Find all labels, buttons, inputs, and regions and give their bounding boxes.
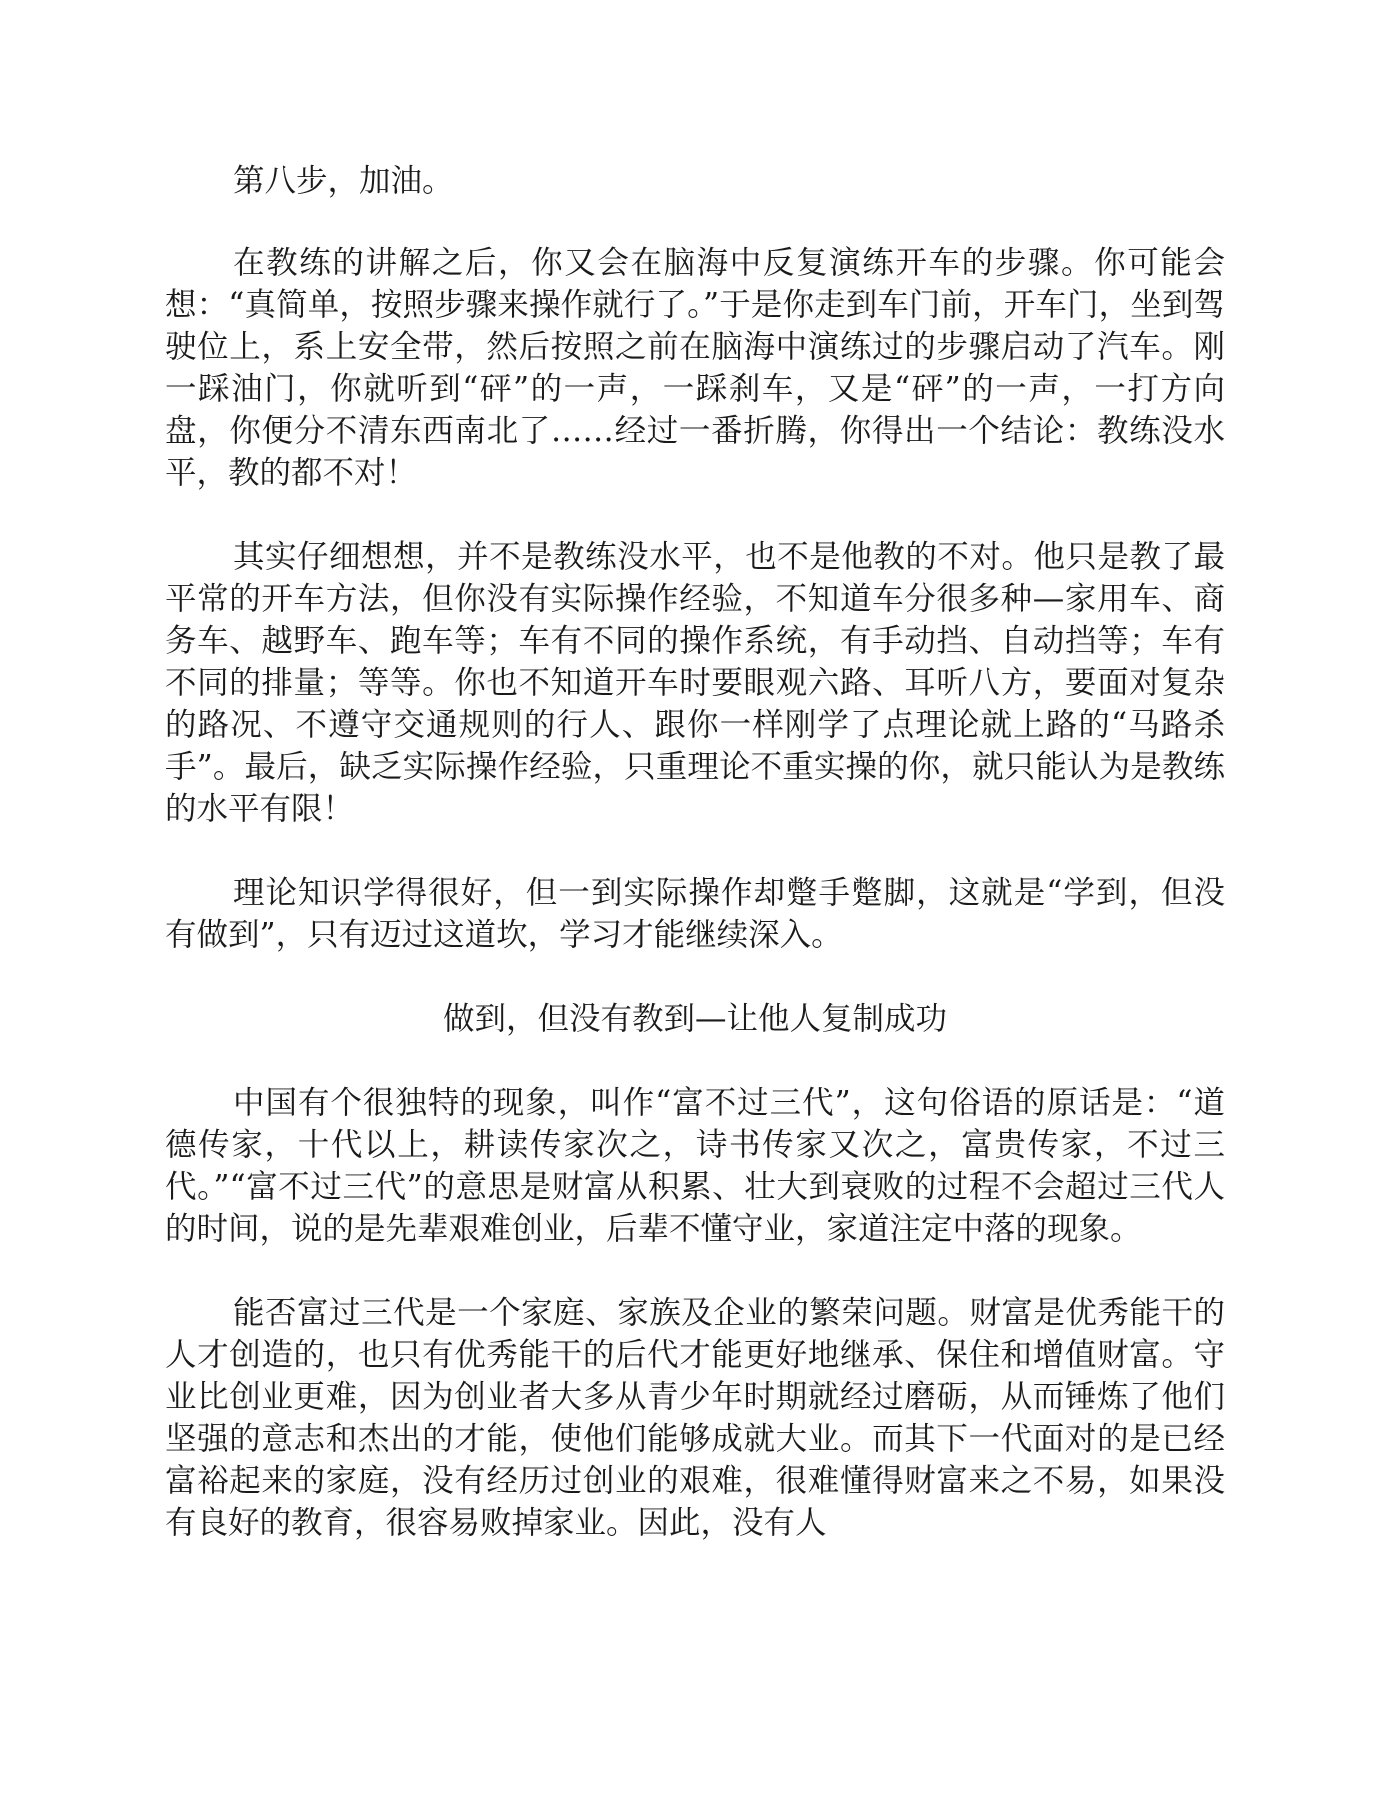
paragraph-three-generations: 中国有个很独特的现象，叫作“富不过三代”，这句俗语的原话是：“道德传家，十代以上，耕读传家次之，诗书传家又次之，富贵传家，不过三代。”“富不过三代”的意思是财富从积累、壮大到衰败的过程不会超过三代人的时间，说的是先辈艰难创业，后辈不懂守业，家道注定中落的现象。 bbox=[165, 1085, 1225, 1247]
document-page bbox=[165, 160, 1225, 1586]
paragraph-prosperity: 能否富过三代是一个家庭、家族及企业的繁荣问题。财富是优秀能干的人才创造的，也只有优秀能干的后代才能更好地继承、保住和增值财富。守业比创业更难，因为创业者大多从青少年时期就经过磨砺，从而锤炼了他们坚强的意志和杰出的才能，使他们能够成就大业。而其下一代面对的是已经富裕起来的家庭，没有经历过创业的艰难，很难懂得财富来之不易，如果没有良好的教育，很容易败掉家业。因此，没有人 bbox=[165, 1295, 1225, 1541]
paragraph-step-eight: 第八步，加油。 bbox=[233, 163, 454, 199]
paragraph-coach-explanation: 在教练的讲解之后，你又会在脑海中反复演练开车的步骤。你可能会想：“真简单，按照步骤来操作就行了。”于是你走到车门前，开车门，坐到驾驶位上，系上安全带，然后按照之前在脑海中演练过的步骤启动了汽车。刚一踩油门，你就听到“砰”的一声，一踩刹车，又是“砰”的一声，一打方向盘，你便分不清东西南北了……经过一番折腾，你得出一个结论：教练没水平，教的都不对！ bbox=[165, 245, 1225, 491]
paragraph-reflection: 其实仔细想想，并不是教练没水平，也不是他教的不对。他只是教了最平常的开车方法，但你没有实际操作经验，不知道车分很多种—家用车、商务车、越野车、跑车等；车有不同的操作系统，有手动挡、自动挡等；车有不同的排量；等等。你也不知道开车时要眼观六路、耳听八方，要面对复杂的路况、不遵守交通规则的行人、跟你一样刚学了点理论就上路的“马路杀手”。最后，缺乏实际操作经验，只重理论不重实操的你，就只能认为是教练的水平有限！ bbox=[165, 539, 1225, 827]
section-title: 做到，但没有教到—让他人复制成功 bbox=[442, 1001, 947, 1037]
paragraph-learned-not-done: 理论知识学得很好，但一到实际操作却蹩手蹩脚，这就是“学到，但没有做到”，只有迈过这道坎，学习才能继续深入。 bbox=[165, 875, 1225, 953]
